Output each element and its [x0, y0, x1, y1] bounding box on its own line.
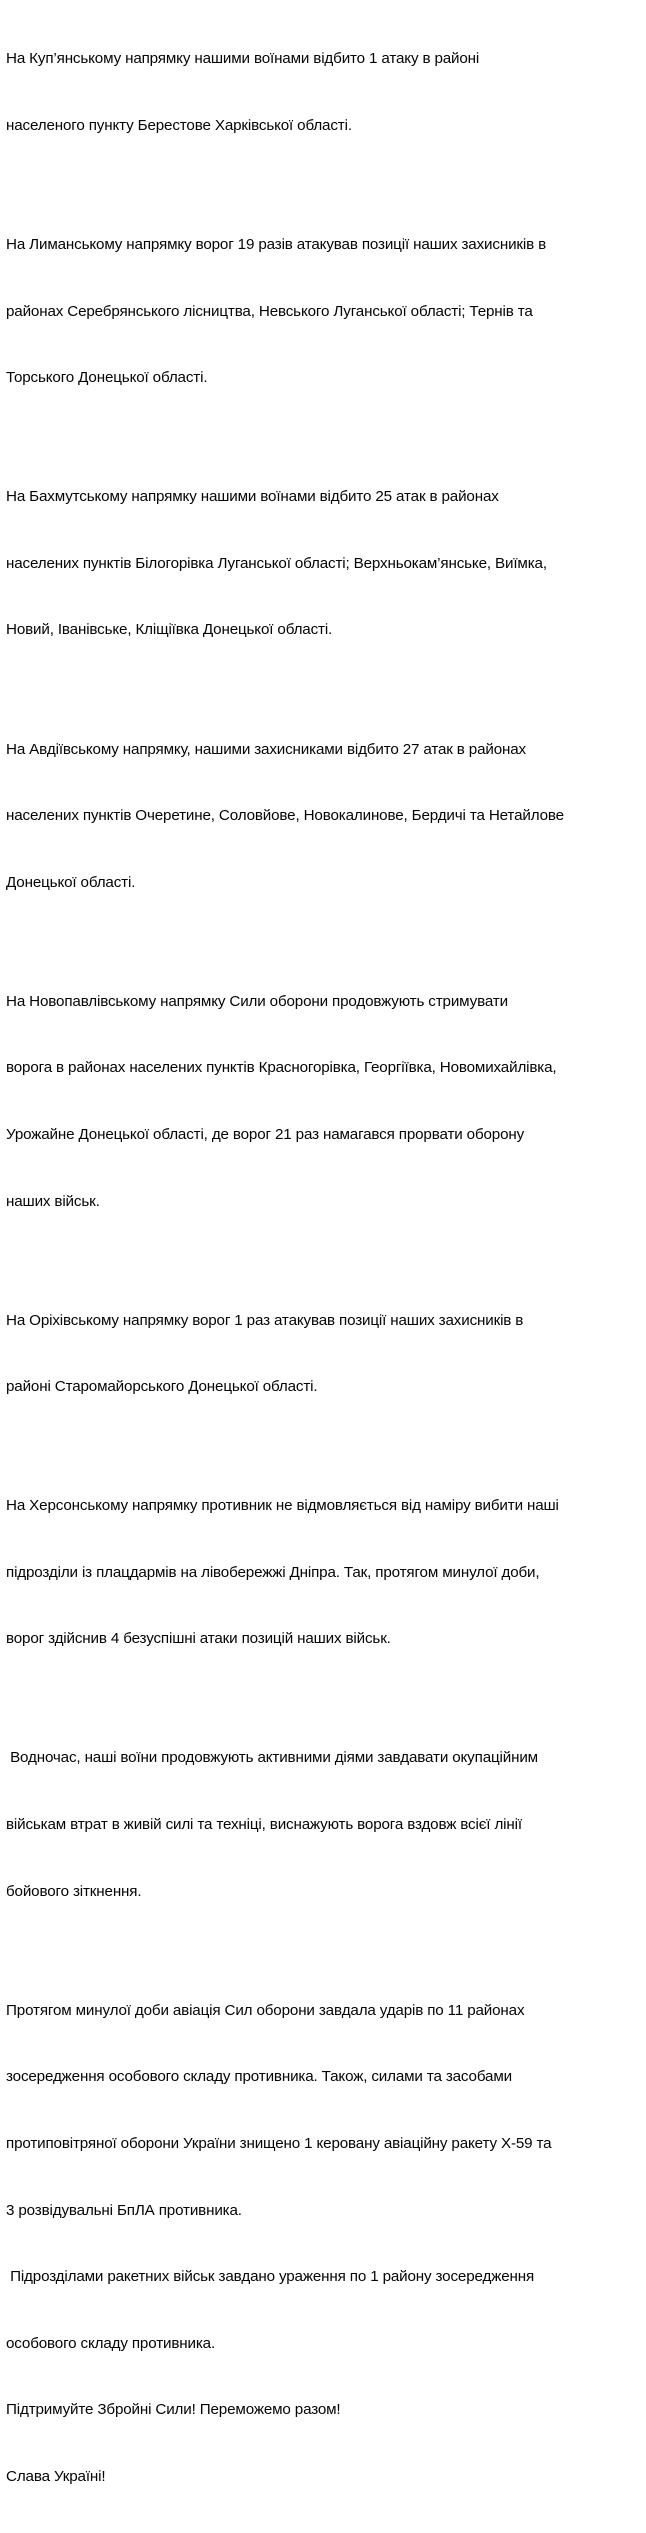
paragraph-bakhmut	[6, 442, 640, 686]
text-line: 3 розвідувальні БпЛА противника.	[6, 2201, 242, 2219]
text-line: Підтримуйте Збройні Сили! Переможемо разом!	[6, 2401, 341, 2419]
text-line: Урожайне Донецької області, де ворог 21 раз намагався прорвати оборону	[6, 1125, 525, 1143]
text-line: протиповітряної оборони України знищено 1 керовану авіаційну ракету Х-59 та	[6, 2134, 552, 2152]
paragraph-aviation-closing	[6, 1955, 640, 2532]
text-line: особового складу противника.	[6, 2334, 216, 2352]
text-line: На Херсонському напрямку противник не відмовляється від наміру вибити наші	[6, 1497, 559, 1515]
text-line: На Авдіївському напрямку, нашими захисниками відбито 27 атак в районах	[6, 740, 527, 758]
text-line: районі Старомайорського Донецької області.	[6, 1378, 318, 1396]
text-line: На Новопавлівському напрямку Сили оборони продовжують стримувати	[6, 992, 508, 1010]
text-line: Торського Донецької області.	[6, 369, 208, 387]
text-line: Протягом минулої доби авіація Сил оборони завдала ударів по 11 районах	[6, 2001, 525, 2019]
text-line: наших військ.	[6, 1192, 100, 1210]
paragraph-lyman	[6, 190, 640, 434]
text-line: районах Серебрянського лісництва, Невського Луганської області; Тернів та	[6, 302, 533, 320]
text-line: зосередження особового складу противника. Також, силами та засобами	[6, 2068, 512, 2086]
text-line: Новий, Іванівське, Кліщіївка Донецької області.	[6, 621, 333, 639]
text-line: військам втрат в живій силі та техніці, виснажують ворога вздовж всієї лінії	[6, 1816, 522, 1834]
paragraph-avdiivka	[6, 694, 640, 938]
text-line: На Оріхівському напрямку ворог 1 раз атакував позиції наших захисників в	[6, 1311, 524, 1329]
text-line: підрозділи із плацдармів на лівобережжі Дніпра. Так, протягом минулої доби,	[6, 1563, 540, 1581]
paragraph-novopavlivka	[6, 946, 640, 1257]
text-line: бойового зіткнення.	[6, 1882, 142, 1900]
text-line: ворог здійснив 4 безуспішні атаки позицій наших військ.	[6, 1630, 391, 1648]
text-line: Водночас, наші воїни продовжують активними діями завдавати окупаційним	[6, 1749, 538, 1767]
paragraph-kherson	[6, 1451, 640, 1695]
text-line: На Лиманському напрямку ворог 19 разів атакував позиції наших захисників в	[6, 236, 547, 254]
text-line: Підрозділами ракетних військ завдано ураження по 1 району зосередження	[6, 2268, 535, 2286]
text-line: Слава Україні!	[6, 2467, 106, 2485]
paragraph-kupiansk	[6, 4, 640, 182]
text-line: ворога в районах населених пунктів Красногорівка, Георгіївка, Новомихайлівка,	[6, 1059, 557, 1077]
text-line: населених пунктів Білогорівка Луганської області; Верхньокам’янське, Виїмка,	[6, 554, 547, 572]
paragraph-meanwhile	[6, 1703, 640, 1947]
text-line: На Бахмутському напрямку нашими воїнами відбито 25 атак в районах	[6, 488, 499, 506]
text-line: населених пунктів Очеретине, Соловйове, Новокалинове, Бердичі та Нетайлове	[6, 807, 564, 825]
text-line: населеного пункту Берестове Харківської області.	[6, 117, 352, 135]
paragraph-orikhiv	[6, 1265, 640, 1443]
text-line: Донецької області.	[6, 873, 136, 891]
text-line: На Куп’янському напрямку нашими воїнами відбито 1 атаку в районі	[6, 50, 480, 68]
